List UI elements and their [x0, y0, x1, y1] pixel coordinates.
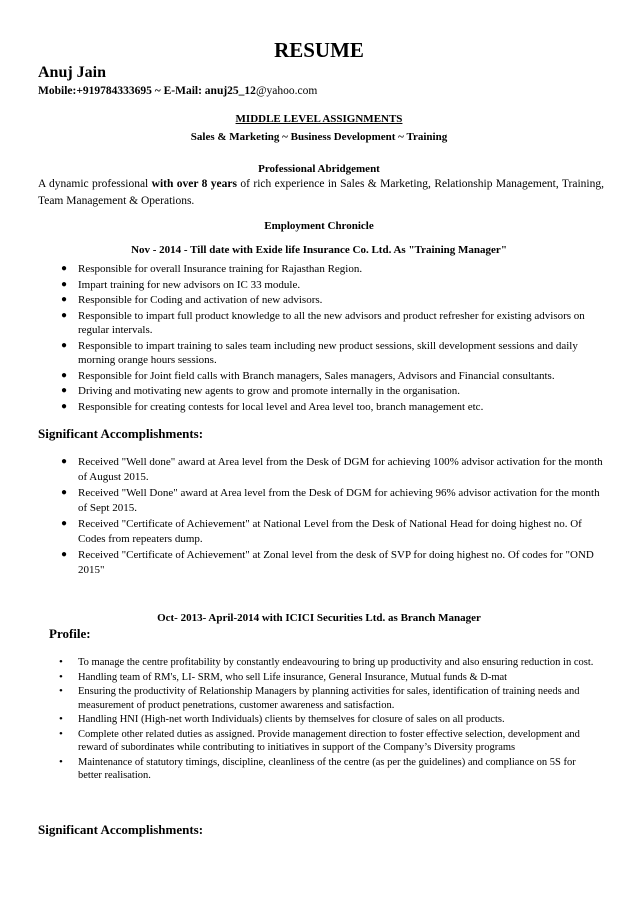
level-heading: MIDDLE LEVEL ASSIGNMENTS [235, 113, 403, 125]
list-item: ● Responsible for Joint field calls with Branch managers, Sales managers, Advisors and Financial consultants. [61, 369, 555, 382]
bullet-icon: ● [61, 309, 68, 321]
job1-accomplishments [61, 455, 603, 577]
bullet-icon: ● [61, 518, 68, 529]
job1-responsibilities [61, 262, 598, 415]
bullet-icon: ● [61, 487, 68, 498]
candidate-name: Anuj Jain [38, 64, 107, 81]
list-item: • To manage the centre profitability by constantly endeavouring to bring up productivity and also ensuring reduction in cost. [59, 656, 594, 668]
resume-title: RESUME [274, 38, 364, 62]
abridgement-heading: Professional Abridgement [258, 163, 380, 175]
list-item: ● Responsible for creating contests for local level and Area level too, branch management etc. [61, 400, 484, 413]
bullet-icon: ● [61, 385, 68, 396]
abridgement-text-bold: with over 8 years [151, 178, 237, 190]
job2-profile-heading: Profile: [49, 626, 91, 641]
list-item: ● Received "Well Done" award at Area level from the Desk of DGM for achieving 96% advisor activation for the month of Sept 2015. [61, 487, 600, 514]
bullet-icon: • [59, 713, 63, 725]
list-item: • Maintenance of statutory timings, discipline, cleanliness of the centre (as per the guidelines) and compliance on 5S for better realisation. [59, 755, 576, 781]
list-item: • Handling team of RM's, LI- SRM, who sell Life insurance, General Insurance, Mutual funds & D-mat [59, 670, 508, 683]
abridgement-text [38, 176, 604, 210]
job1-accomplishments-heading: Significant Accomplishments: [38, 426, 204, 441]
list-item: • Ensuring the productivity of Relationship Managers by planning activities for sales, identification of training needs and measurement of product penetrations, customer awareness and satisfaction. [59, 685, 580, 711]
contact-email-domain: @yahoo.com [255, 85, 318, 97]
bullet-icon: ● [61, 369, 68, 381]
bullet-icon: • [59, 656, 63, 668]
contact-line [38, 85, 317, 97]
list-item: ● Received "Certificate of Achievement" at Zonal level from the desk of SVP for doing highest no. Of codes for "OND 2015" [61, 549, 594, 576]
abridgement-text-post: of rich experience in Sales & Marketing, Relationship Management, Training, Team Management & Operations. [38, 178, 604, 207]
bullet-icon: • [59, 670, 63, 683]
list-item: • Handling HNI (High-net worth Individuals) clients by themselves for closure of sales on all products. [59, 713, 505, 725]
bullet-icon: ● [61, 278, 68, 290]
bullet-icon: ● [61, 400, 68, 412]
bullet-icon: ● [61, 263, 68, 274]
bullet-icon: ● [61, 549, 68, 560]
job2-heading: Oct- 2013- April-2014 with ICICI Securities Ltd. as Branch Manager [157, 612, 481, 624]
list-item: ● Responsible to impart training to sales team including new product sessions, skill development sessions and daily morning orange hours sessions. [61, 339, 578, 366]
bullet-icon: ● [61, 339, 68, 351]
job1-heading: Nov - 2014 - Till date with Exide life Insurance Co. Ltd. As "Training Manager" [131, 244, 507, 256]
bullet-icon: • [59, 727, 63, 740]
job2-profile [59, 656, 598, 783]
bullet-icon: ● [61, 294, 68, 305]
job2-accomplishments-heading: Significant Accomplishments: [38, 822, 204, 837]
contact-mobile-email: Mobile:+919784333695 ~ E-Mail: anuj25_12 [38, 85, 256, 97]
list-item: ● Driving and motivating new agents to grow and promote internally in the organisation. [61, 385, 460, 397]
list-item: ● Responsible to impart full product knowledge to all the new advisors and product refresher for existing advisors on regular intervals. [61, 309, 585, 336]
bullet-icon: • [59, 755, 63, 768]
chronicle-heading: Employment Chronicle [264, 220, 374, 232]
list-item: ● Received "Certificate of Achievement" at National Level from the Desk of National Head for doing highest no. Of Codes from repeaters dump. [61, 518, 582, 545]
list-item: ● Responsible for overall Insurance training for Rajasthan Region. [61, 263, 363, 275]
bullet-icon: ● [61, 456, 68, 467]
list-item: • Complete other related duties as assigned. Provide management direction to foster effective selection, development and reward of subordinates while contributing to initiatives in support of the Company’s Diversity programs [59, 727, 580, 753]
list-item: ● Received "Well done" award at Area level from the Desk of DGM for achieving 100% advisor activation for the month of August 2015. [61, 456, 603, 483]
fields-heading: Sales & Marketing ~ Business Development ~ Training [190, 131, 448, 143]
abridgement-text-pre: A dynamic professional [38, 178, 152, 190]
list-item: ● Impart training for new advisors on IC 33 module. [61, 278, 301, 291]
list-item: ● Responsible for Coding and activation of new advisors. [61, 294, 323, 306]
bullet-icon: • [59, 685, 63, 697]
